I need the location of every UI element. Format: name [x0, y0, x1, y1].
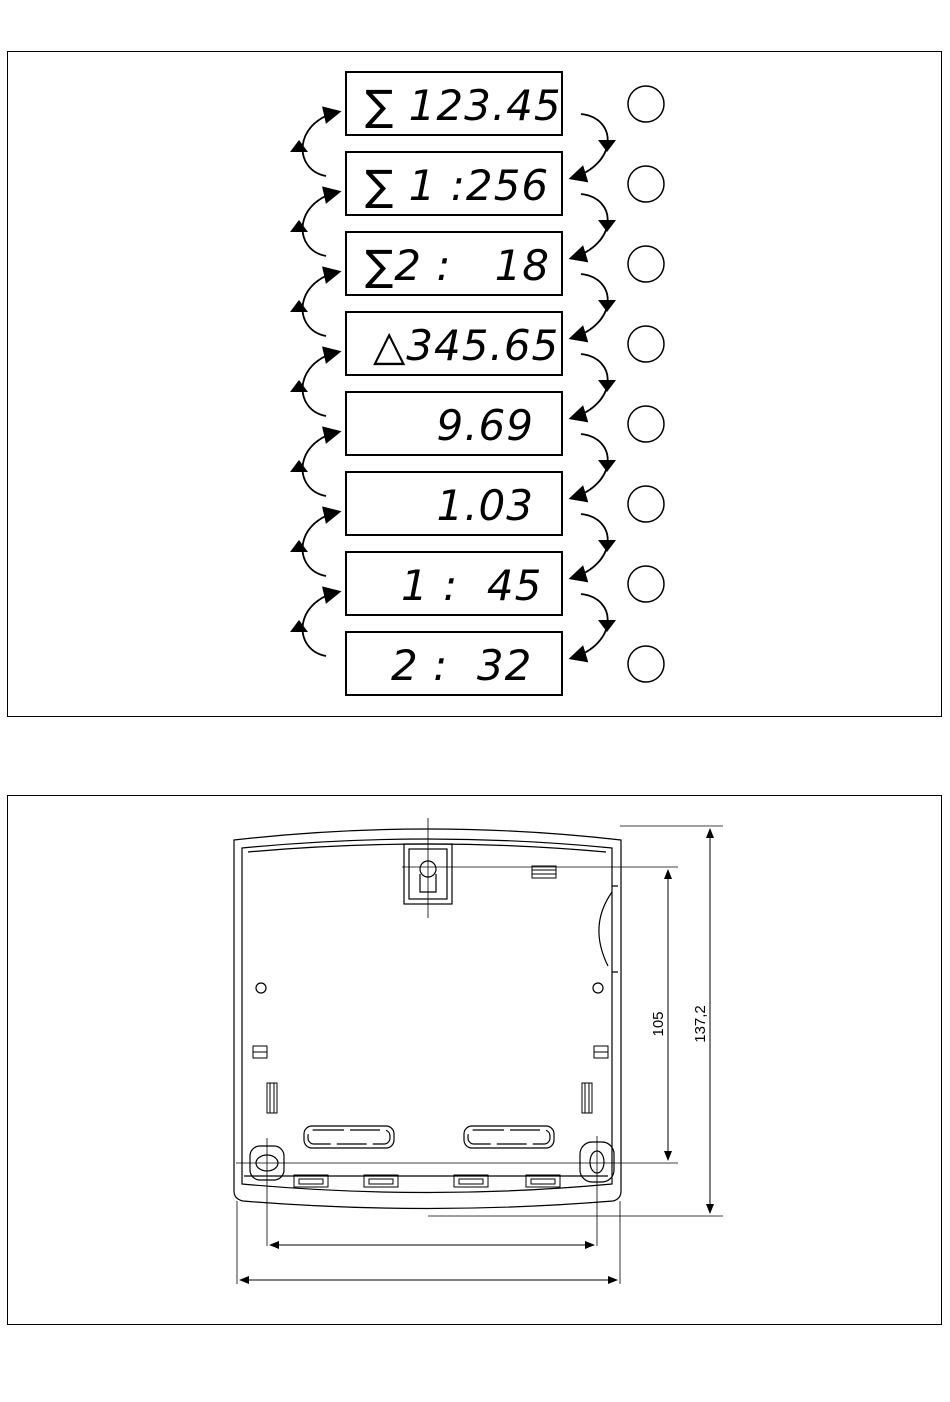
housing-drawing-panel: [7, 795, 942, 1325]
indicator-circles: [628, 86, 664, 682]
side-clips: [253, 1046, 608, 1113]
indicator-circle: [628, 406, 664, 442]
lcd-screen-text: ∑ 1 :256: [365, 161, 550, 210]
up-arrow-icon: [303, 592, 338, 656]
dimension-label-137: 137,2: [692, 1005, 709, 1043]
terminal-slots: [294, 1175, 560, 1187]
lcd-screen-text: ∑2 : 18: [365, 241, 551, 290]
lcd-screen: [346, 472, 562, 535]
indicator-circle: [628, 166, 664, 202]
indicator-circle: [628, 246, 664, 282]
lcd-screen-text: △345.65: [373, 321, 560, 370]
down-arrow-icon: [572, 354, 608, 418]
dimension-label-105: 105: [650, 1011, 667, 1037]
lcd-screen-text: 9.69: [436, 401, 534, 450]
up-arrow-icon: [303, 192, 338, 256]
lcd-screen-text: ∑ 123.45: [365, 81, 562, 130]
lcd-screen: [346, 392, 562, 455]
center-lines: [236, 818, 723, 1284]
indicator-circle: [628, 646, 664, 682]
up-arrow-icon: [303, 512, 338, 576]
lcd-screen: [346, 312, 562, 375]
down-arrows: [572, 114, 608, 658]
up-arrows: [303, 112, 338, 656]
housing-outline: [234, 829, 621, 1209]
down-arrow-icon: [572, 194, 608, 258]
dimension-lines: [240, 829, 710, 1280]
down-arrow-icon: [572, 434, 608, 498]
screw-holes: [256, 983, 603, 993]
cable-openings: [304, 1126, 554, 1148]
up-arrow-icon: [303, 432, 338, 496]
lcd-screen: [346, 632, 562, 695]
lcd-screen: [346, 152, 562, 215]
indicator-circle: [628, 486, 664, 522]
lcd-screen: [346, 552, 562, 615]
vent-top: [532, 866, 556, 878]
up-arrow-icon: [303, 352, 338, 416]
up-arrow-icon: [303, 112, 338, 176]
indicator-circle: [628, 566, 664, 602]
indicator-circle: [628, 326, 664, 362]
lcd-screen: [346, 232, 562, 295]
down-arrow-icon: [572, 594, 608, 658]
display-sequence-panel: [7, 51, 942, 717]
lcd-screen-text: 2 : 32: [391, 641, 533, 690]
lcd-screen-text: 1 : 45: [401, 561, 543, 610]
down-arrow-icon: [572, 114, 608, 178]
lcd-screen-text: 1.03: [436, 481, 534, 530]
down-arrow-icon: [572, 514, 608, 578]
lcd-screen: [346, 72, 562, 135]
indicator-circle: [628, 86, 664, 122]
down-arrow-icon: [572, 274, 608, 338]
up-arrow-icon: [303, 272, 338, 336]
